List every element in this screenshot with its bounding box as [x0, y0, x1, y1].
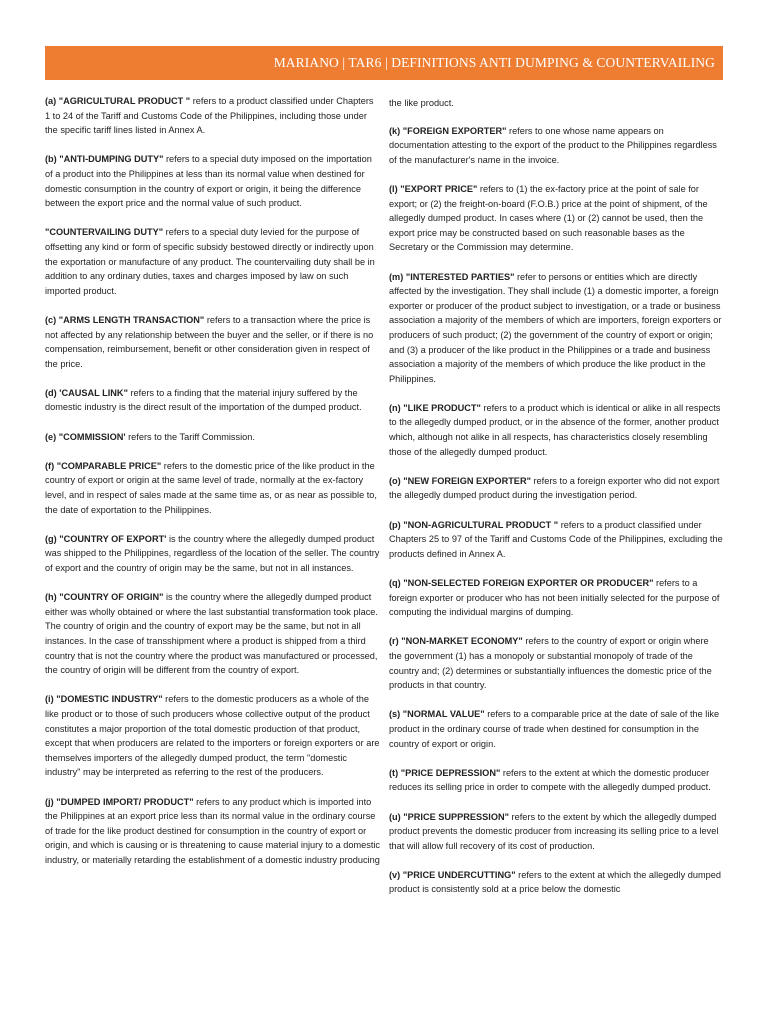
definition-text: refers to a product classified under Chapters 1 to 24 of the Tariff and Customs Code of the Philippines, including those under the specific tariff lines listed in Annex A.: [45, 96, 374, 136]
definition-text: refers to a product which is identical or alike in all respects to the allegedly dumped product, or in the absence of the former, another product which, although not alike in all respects, has characteristics closely resembling those of the allegedly dumped product.: [389, 402, 721, 457]
definition-term: (n) "LIKE PRODUCT": [389, 402, 481, 413]
definition-paragraph: [45, 532, 380, 576]
definition-text: is the country where the allegedly dumped product was shipped to the Philippines, regardless of the location of the seller. The country of export and the country of origin may be the same, but not in all instances.: [45, 533, 380, 573]
definition-paragraph: [389, 766, 723, 795]
definition-paragraph: [389, 96, 723, 111]
definition-text: refers to a foreign exporter who did not export the allegedly dumped product during the investigation period.: [389, 475, 720, 501]
definition-text: refers to the domestic price of the like product in the country of export or origin at the same level of trade, normally at the ex-factory level, and in respect of sales made at the same time as, or as near as possible to, the date of exportation to the Philippines.: [45, 460, 377, 515]
definition-text: refers to (1) the ex-factory price at the point of sale for export; or (2) the freight-on-board (F.O.B.) price at the point of shipment, of the allegedly dumped product. In cases where (1) or (2) cannot be used, then the export price may be constructed based on such reasonable bases as the Secretary or the Commission may determine.: [389, 183, 708, 253]
definition-term: "COUNTERVAILING DUTY": [45, 227, 164, 238]
definition-paragraph: [389, 634, 723, 692]
definition-term: (d) 'CAUSAL LINK": [45, 387, 128, 398]
definition-term: (c) "ARMS LENGTH TRANSACTION": [45, 314, 205, 325]
definition-term: (f) "COMPARABLE PRICE": [45, 460, 162, 471]
definition-paragraph: [45, 152, 380, 210]
definition-paragraph: [389, 474, 723, 503]
definition-paragraph: [45, 430, 380, 445]
definition-term: (t) "PRICE DEPRESSION": [389, 767, 501, 778]
left-column: [45, 94, 380, 882]
definition-text: is the country where the allegedly dumped product either was wholly obtained or where the last substantial transformation took place. The country of origin and the country of export may be the same, but not in all instances. In the case of transshipment where a product is shipped from a third country that is not the country where the product was manufactured or processed, the country of origin will be different from the country of export.: [45, 592, 378, 676]
definition-text: refers to a foreign exporter or producer who has not been initially selected for the purpose of computing the individual margins of dumping.: [389, 578, 720, 618]
definition-text: refers to one whose name appears on documentation attesting to the export of the product to the Philippines regardless of the manufacturer's name in the invoice.: [389, 125, 717, 165]
definition-paragraph: [45, 590, 380, 678]
definition-term: (g) "COUNTRY OF EXPORT': [45, 533, 167, 544]
definition-text: refers to a transaction where the price is not affected by any relationship between the buyer and the seller, or if there is no compensation, reimbursement, benefit or other consideration given in respect of the price.: [45, 314, 374, 369]
definition-paragraph: [389, 707, 723, 751]
definition-term: (a) "AGRICULTURAL PRODUCT ": [45, 96, 191, 106]
definition-text: refers to the extent at which the domestic producer reduces its selling price in order to compete with the allegedly dumped product.: [389, 767, 711, 793]
definition-text: refers to a special duty levied for the purpose of offsetting any kind or form of specific subsidy bestowed directly or indirectly upon the exportation or manufacture of any product. The countervailing duty shall be in addition to any ordinary duties, taxes and charges imposed by law on such imported product.: [45, 227, 375, 296]
definition-paragraph: [45, 795, 380, 868]
definition-text: refers to any product which is imported into the Philippines at an export price less than its normal value in the ordinary course of trade for the like product destined for consumption in the country of export or origin, and which is causing or is threatening to cause material injury to a domestic industry, or materially retarding the establishment of a domestic industry producing: [45, 796, 381, 865]
definition-term: (o) "NEW FOREIGN EXPORTER": [389, 475, 531, 486]
definition-text: refers to a special duty imposed on the importation of a product into the Philippines at less than its normal value when destined for domestic consumption in the country of export or origin, it being the difference between the export price and the normal value of such product.: [45, 154, 372, 209]
definition-paragraph: [389, 810, 723, 854]
definition-paragraph: [45, 94, 380, 138]
definition-term: (m) "INTERESTED PARTIES": [389, 271, 515, 282]
definition-term: (s) "NORMAL VALUE": [389, 709, 485, 720]
definition-term: (i) "DOMESTIC INDUSTRY": [45, 694, 163, 705]
definition-paragraph: [389, 124, 723, 168]
definition-text: refers to the country of export or origin where the government (1) has a monopoly or substantial monopoly of trade of the country and; (2) determines or substantially influences the domestic price of the products in that country.: [389, 636, 712, 691]
definition-paragraph: [389, 270, 723, 387]
definition-term: (b) "ANTI-DUMPING DUTY": [45, 154, 164, 165]
definition-term: (q) "NON-SELECTED FOREIGN EXPORTER OR PRODUCER": [389, 578, 654, 588]
definition-text: refers to the extent at which the allegedly dumped product is consistently sold at a price below the domestic: [389, 869, 721, 895]
definition-term: (k) "FOREIGN EXPORTER": [389, 125, 507, 136]
definition-paragraph: [45, 225, 380, 298]
definition-term: (v) "PRICE UNDERCUTTING": [389, 869, 516, 880]
definition-paragraph: [389, 576, 723, 620]
definition-text: refers to the extent by which the allegedly dumped product prevents the domestic producer from increasing its selling price to a level that will allow full recovery of its cost of production.: [389, 811, 719, 851]
definition-text: refers to a product classified under Chapters 25 to 97 of the Tariff and Customs Code of the Philippines, excluding the products defined in Annex A.: [389, 519, 723, 559]
definition-paragraph: [389, 182, 723, 255]
definition-paragraph: [45, 459, 380, 517]
definition-text: refers to the domestic producers as a whole of the like product or to those of such producers whose collective output of the product constitutes a major proportion of the total domestic production of that product, except that when producers are related to the importers or foreign exporters or are themselves importers of the allegedly dumped product, the term "domestic industry" may be interpreted as referring to the rest of the producers.: [45, 694, 380, 778]
definition-paragraph: [389, 868, 723, 897]
definition-paragraph: [45, 692, 380, 780]
definition-text: refer to persons or entities which are directly affected by the investigation. They shall include (1) a domestic importer, a foreign exporter or producer of the product subject to investigation, or a trade or business association a majority of the members of which are importers, foreign exporters or producers of such product; (2) the government of the country of export or origin; and (3) a producer of the like product in the Philippines or a trade and business association a majority of the members of which produce the like product in the Philippines.: [389, 271, 722, 384]
definition-term: (e) "COMMISSION': [45, 431, 126, 442]
definition-text: refers to a finding that the material injury suffered by the domestic industry is the direct result of the importation of the dumped product.: [45, 387, 362, 413]
definition-paragraph: [45, 313, 380, 371]
definition-term: (l) "EXPORT PRICE": [389, 183, 478, 194]
definition-term: (j) "DUMPED IMPORT/ PRODUCT": [45, 796, 194, 807]
definition-term: (h) "COUNTRY OF ORIGIN": [45, 592, 164, 603]
definition-paragraph: [389, 401, 723, 459]
definition-text: refers to the Tariff Commission.: [125, 431, 255, 442]
definition-term: (u) "PRICE SUPPRESSION": [389, 811, 509, 822]
definition-text: refers to a comparable price at the date of sale of the like product in the ordinary course of trade when destined for consumption in the country of export or origin.: [389, 709, 720, 749]
header-bar: [45, 46, 723, 80]
definition-paragraph: [389, 518, 723, 562]
right-column: [389, 96, 723, 912]
definition-term: (r) "NON-MARKET ECONOMY": [389, 636, 523, 647]
definition-term: (p) "NON-AGRICULTURAL PRODUCT ": [389, 519, 559, 530]
definition-text: the like product.: [389, 98, 454, 108]
definition-paragraph: [45, 386, 380, 415]
document-title: MARIANO | TAR6 | DEFINITIONS ANTI DUMPING & COUNTERVAILING: [273, 55, 715, 70]
